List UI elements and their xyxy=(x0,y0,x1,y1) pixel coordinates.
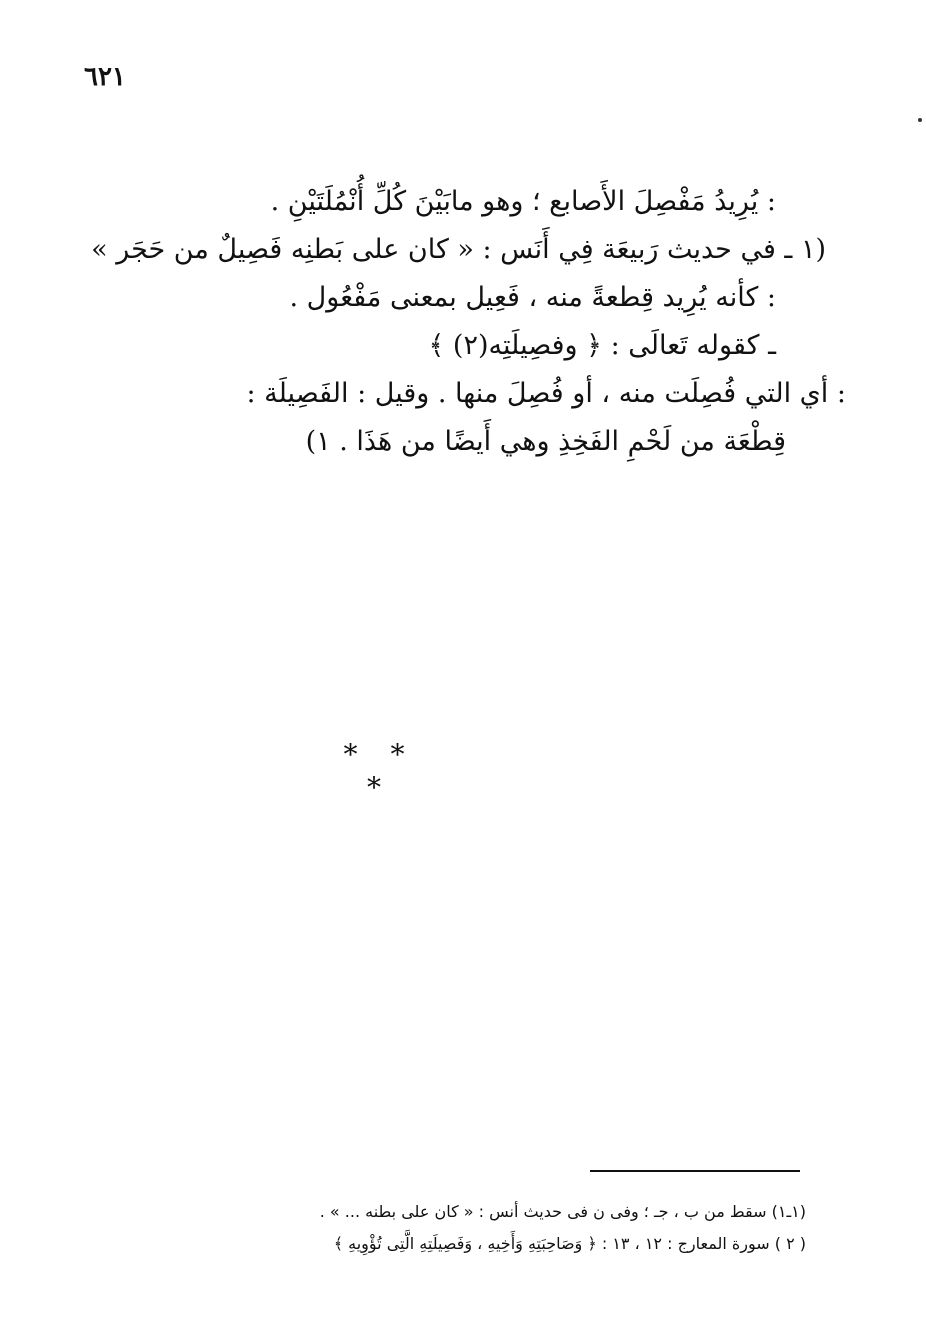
footnotes xyxy=(110,1196,806,1260)
body-text xyxy=(60,178,846,466)
body-line: ـ كقوله تَعالَى : ﴿ وفصِيلَتِه(٢) ﴾ xyxy=(428,330,776,361)
page-number: ٦٢١ xyxy=(84,62,126,92)
body-line: : يُرِيدُ مَفْصِلَ الأَصابع ؛ وهو مابَيْنَ كُلِّ أُنْمُلَتَيْنِ . xyxy=(270,186,776,217)
body-line: قِطْعَة من لَحْمِ الفَخِذِ وهي أَيضًا من هَذَا . ١) xyxy=(305,426,786,457)
body-line: : أي التي فُصِلَت منه ، أو فُصِلَ منها . وقيل : الفَصِيلَة : xyxy=(246,378,846,409)
body-line: : كأنه يُرِيد قِطعةً منه ، فَعِيل بمعنى مَفْعُول . xyxy=(289,282,776,313)
section-separator: * * * xyxy=(343,738,417,804)
footnote-divider xyxy=(590,1170,800,1172)
body-line: (١ ـ في حديث رَبيعَة فِي أَنَس : « كان على بَطنِه فَصِيلٌ من حَجَر » xyxy=(91,234,826,265)
edge-mark xyxy=(918,118,922,122)
footnote-2: ( ٢ ) سورة المعارج : ١٢ ، ١٣ : ﴿ وَصَاحِبَتِهِ وَأَخِيهِ ، وَفَصِيلَتِهِ الَّتِى تُؤْوِيهِ ﴾ xyxy=(333,1234,806,1253)
footnote-1: (١ـ١) سقط من ب ، جـ ؛ وفى ن فى حديث أنس : « كان على بطنه ... » . xyxy=(319,1202,806,1221)
